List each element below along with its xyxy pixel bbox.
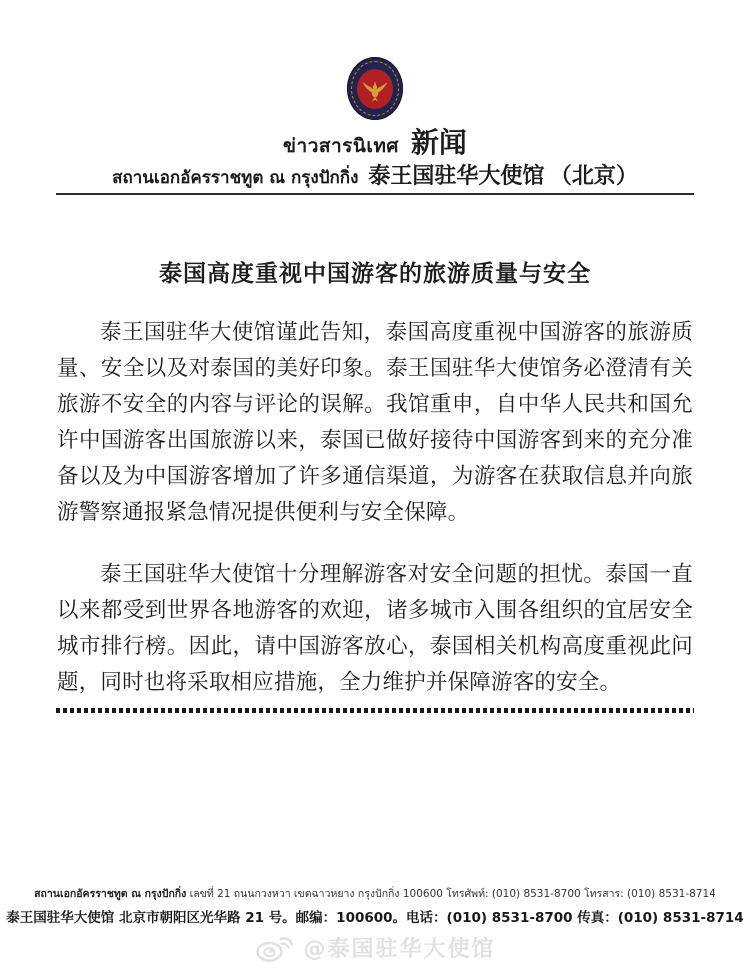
header-line1: [0, 128, 750, 160]
header-thai-news-label: ข่าวสารนิเทศ: [283, 135, 399, 157]
dotted-divider: [56, 708, 694, 713]
header-divider: [56, 193, 694, 195]
footer-cn-address: 泰王国驻华大使馆 北京市朝阳区光华路 21 号。邮编：100600。电话：(010) 8531-8700 传真：(010) 8531-8714: [6, 910, 744, 926]
document-title: 泰国高度重视中国游客的旅游质量与安全: [159, 260, 591, 286]
footer-thai-embassy-name: สถานเอกอัครราชทูต ณ กรุงปักกิ่ง: [34, 888, 187, 900]
footer-thai-address-rest: เลขที่ 21 ถนนกวงหวา เขตฉาวหยาง กรุงปักกิ่ง 100600 โทรศัพท์: (010) 8531-8700 โทรสาร: (010) 8531-8714: [186, 888, 716, 900]
watermark-handle: @泰国驻华大使馆: [303, 936, 496, 962]
footer-thai-address: [0, 885, 750, 902]
seal-outer-ring: [347, 57, 403, 120]
seal-ring-lettering: [351, 61, 399, 116]
paragraph-2: 泰王国驻华大使馆十分理解游客对安全问题的担忧。泰国一直以来都受到世界各地游客的欢迎，诸多城市入围各组织的宜居安全城市排行榜。因此，请中国游客放心，泰国相关机构高度重视此问题，同时也将采取相应措施，全力维护并保障游客的安全。: [57, 561, 693, 694]
header-thai-embassy-name: สถานเอกอัครราชทูต ณ กรุงปักกิ่ง: [112, 168, 359, 189]
weibo-watermark: [0, 931, 750, 963]
header-cn-embassy-name: 泰王国驻华大使馆 （北京）: [368, 163, 638, 189]
weibo-icon: [254, 931, 296, 963]
header-line2: [0, 163, 750, 189]
paragraph-1: 泰王国驻华大使馆谨此告知，泰国高度重视中国游客的旅游质量、安全以及对泰国的美好印象。泰王国驻华大使馆务必澄清有关旅游不安全的内容与评论的误解。我馆重申，自中华人民共和国允许中国游客出国旅游以来，泰国已做好接待中国游客到来的充分准备以及为中国游客增加了许多通信渠道，为游客在获取信息并向旅游警察通报紧急情况提供便利与安全保障。: [57, 319, 693, 524]
header-cn-news-label: 新闻: [410, 128, 467, 159]
footer-contact-block: [0, 885, 750, 926]
royal-thai-embassy-seal: [347, 57, 403, 120]
